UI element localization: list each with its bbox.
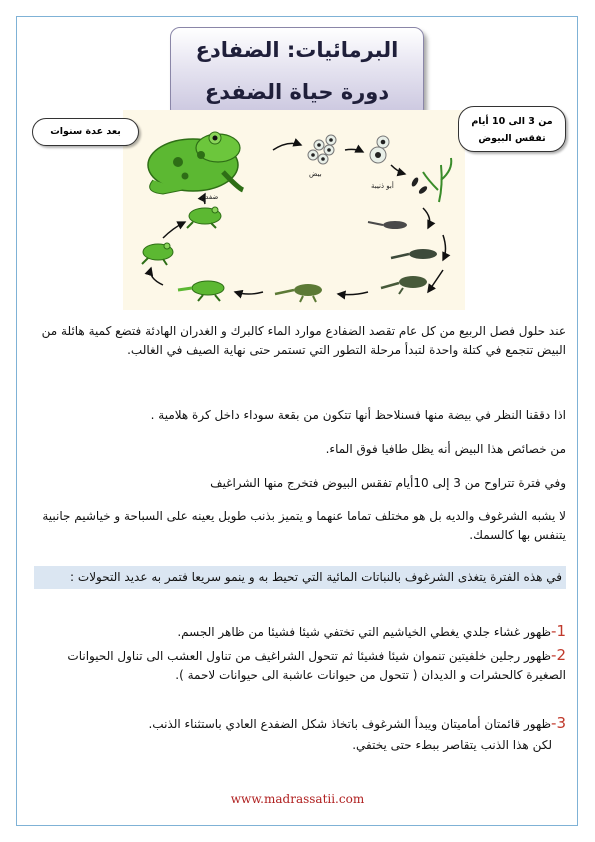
website-link[interactable]: www.madrassatii.com: [230, 792, 365, 806]
hatching-egg-icon: [370, 136, 389, 163]
list-text: ظهور قائمتان أماميتان ويبدأ الشرغوف باتخاذ شكل الضفدع العادي باستثناء الذنب.: [148, 717, 552, 731]
list-number: 3-: [551, 714, 566, 732]
list-item-3: [28, 714, 566, 734]
paragraph-tadpole-description: لا يشبه الشرغوف والديه بل هو مختلف تماما عنهما و يتميز بذنب طويل يعينه على السباحة و خياشيم جانبية يتنفس بها كالسمك.: [42, 509, 566, 542]
paragraph-egg-structure: اذا دققنا النظر في بيضة منها فسنلاحظ أنها تتكون من بقعة سوداء داخل كرة هلامية .: [150, 408, 566, 422]
life-cycle-diagram: [123, 110, 465, 310]
paragraph-hatching: وفي فترة تتراوح من 3 إلى 10أيام تفقس البيوض فتخرج منها الشراغيف: [210, 476, 566, 490]
list-number: 2-: [551, 646, 566, 664]
title-banner: [170, 27, 424, 119]
list-text: ظهور غشاء جلدي يغطي الخياشيم التي تختفي شيئا فشيئا من ظاهر الجسم.: [177, 625, 552, 639]
life-cycle-illustration: [123, 110, 465, 310]
callout-hatch-days: [458, 106, 566, 152]
tadpole-medium-icon: [391, 249, 437, 259]
tadpole-front-legs-icon: [275, 284, 322, 302]
froglet-tail-icon: [178, 281, 224, 301]
tadpole-hind-legs-icon: [381, 276, 427, 294]
label-tadpole: أبو ذنيبة: [371, 182, 394, 190]
label-frog: ضفدع: [201, 193, 219, 201]
froglet-icon: [142, 243, 173, 265]
list-item-2: [28, 646, 566, 685]
callout-hatch-line-2: تفقس البيوض: [478, 133, 546, 144]
paragraph-spring-eggs: عند حلول فصل الربيع من كل عام تقصد الضفادع موارد الماء كالبرك و الغدران الهادئة فتضع كمية هائلة من البيض تتجمع في كتلة واحدة لتبدأ مرحلة التطور التي تستمر حتى نهاية الصيف في الغالب.: [41, 324, 566, 357]
list-number: 1-: [551, 622, 566, 640]
callout-years: بعد عدة سنوات: [32, 118, 139, 146]
list-tail: لكن هذا الذنب يتقاصر ببطء حتى يختفي.: [352, 738, 552, 752]
young-frog-icon: [187, 207, 221, 228]
callout-hatch-line-1: من 3 الى 10 أيام: [471, 116, 553, 127]
hatchling-tadpole-icon: [410, 158, 451, 202]
title-line-1: البرمائيات: الضفادع: [195, 38, 399, 62]
title-line-2: دورة حياة الضفدع: [204, 80, 390, 104]
adult-frog-icon: [148, 132, 243, 194]
paragraph-egg-floats: من خصائص هذا البيض أنه يظل طافيا فوق الماء.: [325, 442, 566, 456]
paragraph-transformations-highlight: في هذه الفترة يتغذى الشرغوف بالنباتات المائية التي تحيط به و ينمو سريعا فتمر به عديد التحولات :: [34, 566, 566, 589]
list-text: ظهور رجلين خلفيتين تنموان شيئا فشيئا ثم تتحول الشراغيف من تناول العشب الى تناول الحيوانات الصغيرة كالحشرات و الديدان ( تتحول من حيوانات عاشبة الى حيوانات لاحمة ).: [67, 649, 566, 682]
tadpole-small-icon: [368, 221, 407, 229]
eggs-icon: [308, 135, 336, 164]
label-eggs: بيض: [309, 170, 322, 178]
list-item-1: [28, 622, 566, 642]
